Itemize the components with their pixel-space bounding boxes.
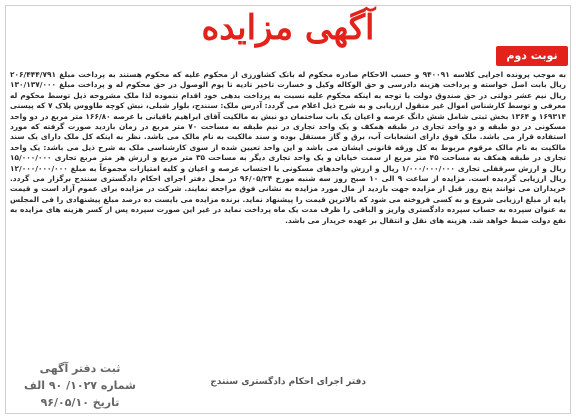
notice-title: آگهی مزایده [201, 8, 375, 48]
registry-block [10, 360, 150, 411]
round-badge: نوبت دوم [496, 46, 568, 66]
registry-heading: ثبت دفتر آگهی [39, 362, 121, 375]
registry-date: تاریخ ۹۶/۰۵/۱۰ [40, 396, 120, 409]
registry-number: شماره ۱۰۲۷/ ۹۰ الف [24, 379, 136, 392]
notice-body: به موجب پرونده اجرایی کلاسه ۹۴۰۰۹۱ و حسب الاحکام صادره محکوم له بانک کشاورزی از محکوم علیه که محکوم هستند به پرداخت مبلغ ۲۰۶/۴۴۴/۷۹۱ ریال بابت اصل خواسته و پرداخت هزینه دادرسی و حق الوکاله وکیل و خسارت تاخیر تادیه تا یوم الوصول در حق محکوم له و پرداخت مبلغ ۱۳۰/۱۳۷/۰۰۰ ریال نیم عشر دولتی در حق صندوق دولت با توجه به اینکه محکوم علیه نسبت به پرداخت بدهی خود اقدام ننموده لذا ملک مشروحه ذیل توسط محکوم له معرفی و توسط کارشناس اموال غیر منقول ارزیابی و به شرح ذیل اعلام می گردد: آدرس ملک: سنندج، بلوار شبلی، نبش کوچه طاووس پلاک ۷ که پیسنی ۱۶۹۳۱۴ و ۱۳۶۴ بخش ثبتی شامل شش دانگ عرصه و اعیان یک باب ساختمان دو نبش به مالکیت آقای ابراهیم باقیانی با عرصه ۱۶۶/۸۰ متر مربع در دو واحد مسکونی در دو طبقه و دو واحد تجاری در طبقه همکف و یک واحد تجاری در نیم طبقه به مساحت ۷۰ متر مربع در زمان بازدید صورت گرفته که مورد استفاده قرار می باشد. ملک فوق دارای انشعابات آب، برق و گاز مستقل بوده و سند مالکیت به نام مالک می باشد. نظر به اینکه کل ملک دارای یک سند مالکیت به نام مالک مرقوم مربوط به کل ورقه قانونی ایشان می باشد و این واحد تعیین شده از سوی کارشناسی ملک به شرح ذیل می باشد: یک واحد تجاری در طبقه همکف به مساحت ۴۵ متر مربع از سمت خیابان و یک واحد تجاری دیگر به مساحت ۳۵ متر مربع و ارزش هر متر مربع تجاری ۱۵/۰۰۰/۰۰۰ ریال و ارزش سرقفلی تجاری ۱/۰۰۰/۰۰۰/۰۰۰ ریال و ارزش واحدهای مسکونی با احتساب عرصه و اعیان و کلیه امتیازات مجموعاً به مبلغ ۱۲/۰۰۰/۰۰۰/۰۰۰ ریال ارزیابی گردیده است. مزایده از ساعت ۹ الی ۱۰ صبح روز سه شنبه مورخ ۹۶/۰۵/۲۴ در محل دفتر اجرای احکام دادگستری سنندج برگزار می گردد. خریداران می توانند پنج روز قبل از مزایده جهت بازدید از مال مورد مزایده به نشانی فوق مراجعه نمایند. شرکت در مزایده برای عموم آزاد است و قیمت پایه از مبلغ ارزیابی شروع و به کسی فروخته می شود که بالاترین قیمت را پیشنهاد نماید. برنده مزایده می بایست ده درصد مبلغ پیشنهادی را فی المجلس به عنوان سپرده به حساب سپرده دادگستری واریز و الباقی را ظرف مدت یک ماه پرداخت نماید در غیر این صورت سپرده پس از کسر هزینه های مزایده به نفع دولت ضبط خواهد شد. هزینه های نقل و انتقال بر عهده خریدار می باشد. [10, 70, 566, 225]
issuer-signature: دفتر اجرای احکام دادگستری سنندج [210, 377, 366, 387]
